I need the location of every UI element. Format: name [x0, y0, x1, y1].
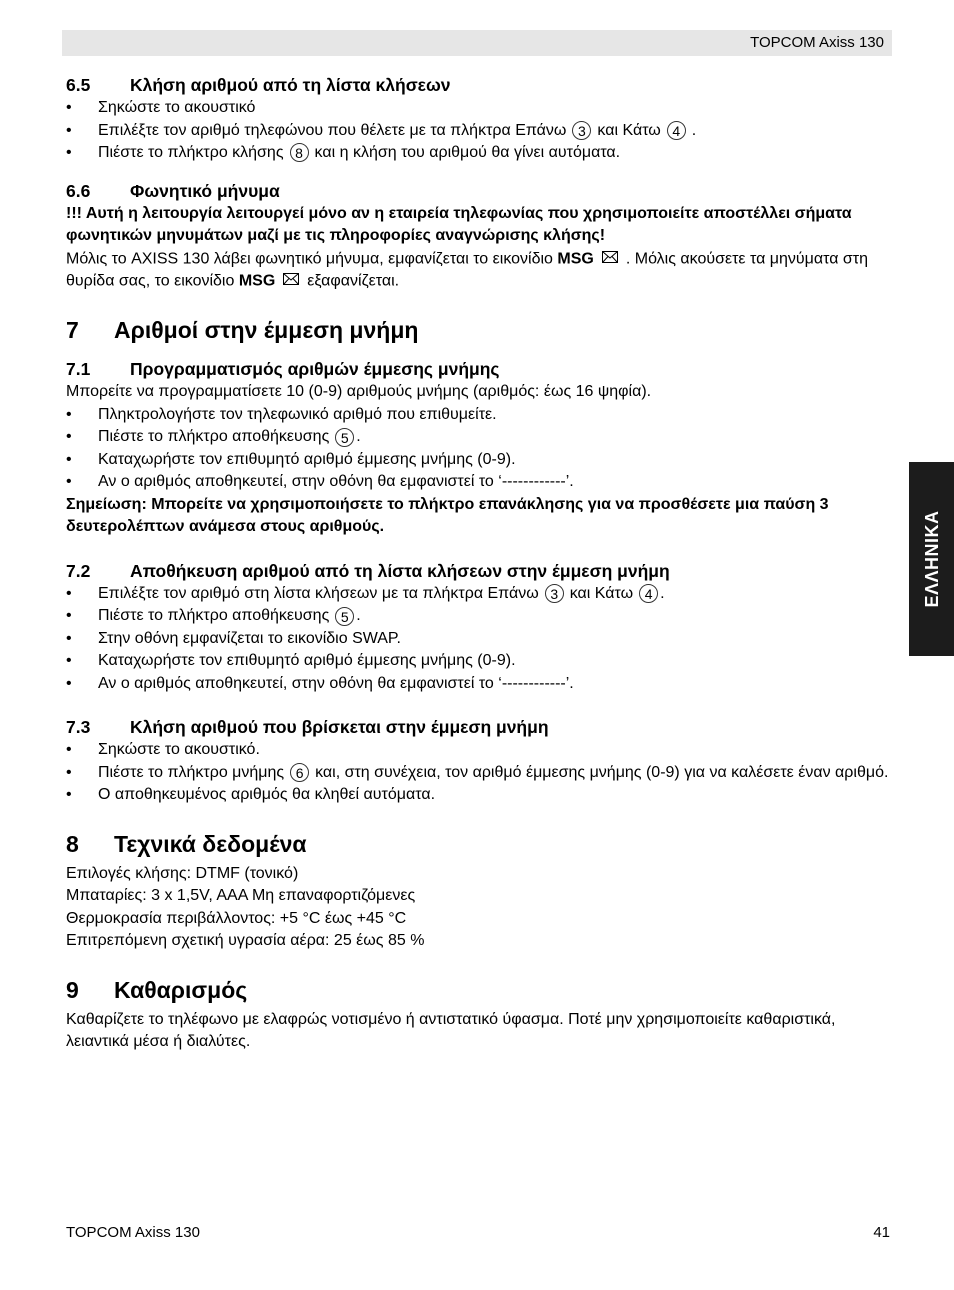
- bullet: •: [66, 629, 72, 647]
- chapter-9-heading: [66, 975, 892, 1005]
- text: Μόλις το AXISS 130 λάβει φωνητικό μήνυμα, εμφανίζεται το εικονίδιο: [66, 249, 553, 267]
- list-item-text: Επιλέξτε τον αριθμό στη λίστα κλήσεων με τα πλήκτρα Επάνω: [98, 584, 539, 602]
- list-item-text: και η κλήση του αριθμού θα γίνει αυτόματα.: [314, 144, 621, 161]
- spec-line: Επιλογές κλήσης: DTMF (τονικό): [66, 864, 299, 882]
- list-item-text: και Κάτω: [597, 121, 661, 139]
- bullet: •: [66, 584, 72, 602]
- bullet: •: [66, 607, 72, 625]
- list-item: [66, 471, 892, 494]
- list-item-text: Αν ο αριθμός αποθηκευτεί, στην οθόνη θα εμφανιστεί το ‘------------’.: [98, 473, 574, 491]
- list-item-text: Καταχωρήστε τον επιθυμητό αριθμό έμμεσης μνήμης (0-9).: [98, 652, 516, 670]
- store-key-icon: 5: [335, 607, 354, 626]
- envelope-icon: [602, 248, 618, 271]
- section-number: 7.3: [66, 717, 91, 738]
- list-item-text: Σηκώστε το ακουστικό: [98, 99, 256, 116]
- chapter-8-heading: [66, 829, 892, 859]
- call-key-icon: 8: [290, 143, 309, 162]
- section-7-1-heading: [66, 357, 892, 381]
- bullet: •: [66, 450, 72, 468]
- bullet: •: [66, 674, 72, 692]
- paragraph: Μπορείτε να προγραμματίσετε 10 (0-9) αριθμούς μνήμης (αριθμός: έως 16 ψηφία).: [66, 383, 652, 401]
- bullet: •: [66, 144, 72, 161]
- spec-line: Επιτρεπόμενη σχετική υγρασία αέρα: 25 έως 85 %: [66, 932, 425, 950]
- section-7-1-list: [66, 404, 892, 494]
- list-item-text: Πληκτρολογήστε τον τηλεφωνικό αριθμό που επιθυμείτε.: [98, 405, 497, 423]
- bullet: •: [66, 473, 72, 491]
- list-item-text: Πιέστε το πλήκτρο αποθήκευσης: [98, 607, 330, 625]
- list-item-text: .: [660, 584, 665, 602]
- memory-key-icon: 6: [290, 763, 309, 782]
- list-item: [66, 583, 892, 606]
- list-item-text: Καταχωρήστε τον επιθυμητό αριθμό έμμεσης μνήμης (0-9).: [98, 450, 516, 468]
- section-number: 6.5: [66, 75, 91, 95]
- footer-product-name: TOPCOM Axiss 130: [66, 1224, 200, 1241]
- section-title: Κλήση αριθμού που βρίσκεται στην έμμεση μνήμη: [130, 717, 549, 738]
- section-6-6-heading: [66, 179, 892, 203]
- list-item-text: Σηκώστε το ακουστικό.: [98, 741, 260, 759]
- bullet: •: [66, 121, 72, 139]
- page-content: [66, 73, 892, 1054]
- section-7-3-heading: [66, 715, 892, 739]
- paragraph: [66, 248, 892, 294]
- chapter-title: Καθαρισμός: [114, 976, 248, 1003]
- header-product-name: TOPCOM Axiss 130: [750, 34, 884, 51]
- list-item: [66, 120, 892, 143]
- section-number: 7.1: [66, 359, 91, 380]
- page-number: 41: [873, 1224, 890, 1241]
- list-item-text: Αν ο αριθμός αποθηκευτεί, στην οθόνη θα εμφανιστεί το ‘------------’.: [98, 674, 574, 692]
- section-number: 7.2: [66, 560, 91, 581]
- envelope-icon: [283, 270, 299, 293]
- section-6-5-heading: [66, 73, 892, 97]
- chapter-title: Αριθμοί στην έμμεση μνήμη: [114, 317, 419, 344]
- list-item-text: .: [356, 607, 361, 625]
- bullet: •: [66, 405, 72, 423]
- paragraph: Καθαρίζετε το τηλέφωνο με ελαφρώς νοτισμένο ή αντιστατικό ύφασμα. Ποτέ μην χρησιμοποιείτε καθαριστικά, λειαντικά μέσα ή διαλύτες.: [66, 1010, 836, 1051]
- bullet: •: [66, 428, 72, 446]
- chapter-number: 7: [66, 317, 79, 344]
- list-item: [66, 650, 892, 673]
- list-item: [66, 97, 892, 120]
- up-key-icon: 3: [545, 584, 564, 603]
- list-item-text: και, στη συνέχεια, τον αριθμό έμμεσης μνήμης (0-9) για να καλέσετε έναν αριθμό.: [315, 763, 889, 781]
- up-key-icon: 3: [572, 121, 591, 140]
- list-item-text: Επιλέξτε τον αριθμό τηλεφώνου που θέλετε με τα πλήκτρα Επάνω: [98, 121, 567, 139]
- warning-text: !!! Αυτή η λειτουργία λειτουργεί μόνο αν η εταιρεία τηλεφωνίας που χρησιμοποιείτε αποστέλλει σήματα φωνητικών μηνυμάτων μαζί με τις πληροφορίες αναγνώρισης κλήσης!: [66, 204, 852, 244]
- list-item: [66, 142, 892, 165]
- section-title: Κλήση αριθμού από τη λίστα κλήσεων: [130, 75, 451, 95]
- list-item-text: Πιέστε το πλήκτρο αποθήκευσης: [98, 428, 330, 446]
- bullet: •: [66, 786, 72, 804]
- section-title: Φωνητικό μήνυμα: [130, 180, 280, 201]
- section-6-5-list: [66, 97, 892, 165]
- bullet: •: [66, 99, 72, 116]
- section-7-2-list: [66, 583, 892, 696]
- section-title: Αποθήκευση αριθμού από τη λίστα κλήσεων στην έμμεση μνήμη: [130, 560, 670, 581]
- chapter-number: 8: [66, 830, 79, 857]
- list-item-text: Πιέστε το πλήκτρο μνήμης: [98, 763, 285, 781]
- list-item: [66, 628, 892, 651]
- list-item-text: και Κάτω: [569, 584, 634, 602]
- list-item: [66, 426, 892, 449]
- bullet: •: [66, 652, 72, 670]
- list-item-text: Πιέστε το πλήκτρο κλήσης: [98, 144, 284, 161]
- store-key-icon: 5: [335, 428, 354, 447]
- chapter-7-heading: [66, 315, 892, 345]
- list-item: [66, 762, 892, 785]
- text: εξαφανίζεται.: [307, 272, 400, 290]
- section-title: Προγραμματισμός αριθμών έμμεσης μνήμης: [130, 359, 500, 380]
- list-item-text: Ο αποθηκευμένος αριθμός θα κληθεί αυτόματα.: [98, 786, 436, 804]
- list-item: [66, 673, 892, 696]
- list-item: [66, 739, 892, 762]
- chapter-title: Τεχνικά δεδομένα: [114, 830, 307, 857]
- list-item: [66, 784, 892, 807]
- list-item-text: .: [691, 121, 697, 139]
- section-7-3-list: [66, 739, 892, 807]
- spec-line: Μπαταρίες: 3 x 1,5V, AAA Mη επαναφορτιζόμενες: [66, 887, 416, 905]
- list-item: [66, 605, 892, 628]
- section-number: 6.6: [66, 180, 91, 201]
- msg-label: MSG: [557, 249, 594, 267]
- chapter-number: 9: [66, 976, 79, 1003]
- down-key-icon: 4: [667, 121, 686, 140]
- page-header-bar: [62, 30, 892, 56]
- spec-line: Θερμοκρασία περιβάλλοντος: +5 °C έως +45 °C: [66, 909, 407, 927]
- msg-label: MSG: [238, 272, 276, 290]
- bullet: •: [66, 763, 72, 781]
- language-tab-label: ΕΛΛΗΝΙΚΑ: [921, 510, 942, 608]
- list-item: [66, 449, 892, 472]
- note-text: Σημείωση: Μπορείτε να χρησιμοποιήσετε το πλήκτρο επανάκλησης για να προσθέσετε μια παύση 3 δευτερολέπτων ανάμεσα στους αριθμούς.: [66, 495, 829, 536]
- bullet: •: [66, 741, 72, 759]
- down-key-icon: 4: [639, 584, 658, 603]
- language-tab: [909, 462, 954, 656]
- list-item-text: .: [356, 428, 361, 446]
- list-item: [66, 404, 892, 427]
- section-7-2-heading: [66, 559, 892, 583]
- text: . Μόλις ακούσετε τα μηνύματα στη θυρίδα σας, το εικονίδιο: [66, 249, 868, 290]
- list-item-text: Στην οθόνη εμφανίζεται το εικονίδιο SWAP.: [98, 629, 401, 647]
